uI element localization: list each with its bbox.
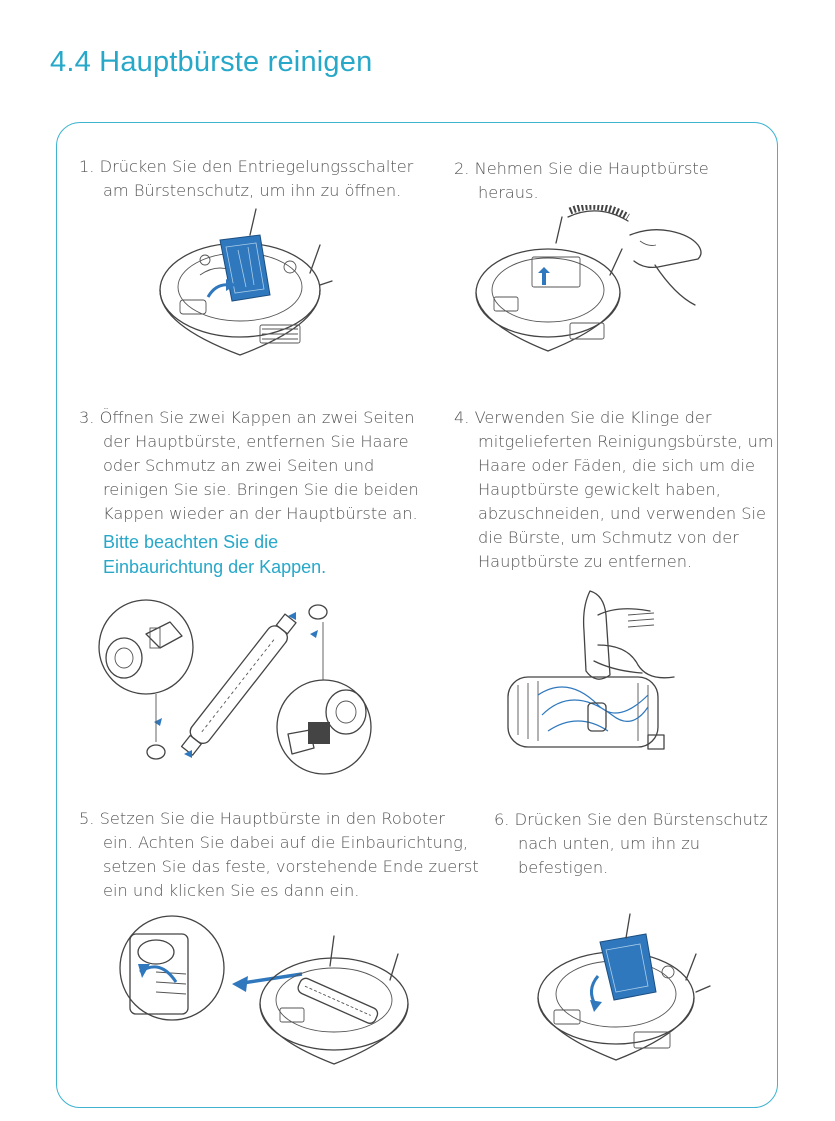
robot-open-brush-guard-illustration [150,205,340,365]
step-number: 6. [494,810,510,829]
step-text: Setzen Sie die Hauptbürste in den Roboter ein. Achten Sie dabei auf die Einbaurichtung, setzen Sie das feste, vorstehende Ende zuerst ein und klicken Sie es dann ein. [99,809,479,900]
remove-main-brush-illustration [470,205,710,360]
step-text: Verwenden Sie die Klinge der mitgelieferten Reinigungsbürste, um Haare oder Fäden, die sich um die Hauptbürste gewickelt haben, abzuschneiden, und verwenden Sie die Bürste, um Schmutz von der Hauptbürste zu entfernen. [474,408,774,571]
brush-caps-illustration [98,594,378,780]
step-text: Öffnen Sie zwei Kappen an zwei Seiten der Hauptbürste, entfernen Sie Haare oder Schmutz an zwei Seiten und reinigen Sie sie. Bringen Sie die beiden Kappen wieder an der Hauptbürste an. [99,408,419,523]
step-3 [79,406,434,526]
insert-brush-illustration [116,912,416,1072]
step-text: Nehmen Sie die Hauptbürste heraus. [474,159,709,202]
step-2 [454,157,724,205]
step-text: Drücken Sie den Bürstenschutz nach unten, um ihn zu befestigen. [514,810,768,877]
step-4 [454,406,774,574]
caution-note-line-1: Bitte beachten Sie die [103,532,279,552]
page-title: 4.4 Hauptbürste reinigen [50,46,373,78]
step-number: 1. [79,157,95,176]
cleaning-tool-illustration [498,585,688,770]
step-1 [79,155,429,203]
step-number: 4. [454,408,470,427]
step-6 [494,808,774,880]
step-number: 2. [454,159,470,178]
step-number: 3. [79,408,95,427]
step-5 [79,807,479,903]
step-text: Drücken Sie den Entriegelungsschalter am Bürstenschutz, um ihn zu öffnen. [99,157,414,200]
step-number: 5. [79,809,95,828]
close-brush-guard-illustration [530,912,720,1067]
caution-note-line-2: Einbaurichtung der Kappen. [103,557,327,577]
caution-note [103,530,326,580]
